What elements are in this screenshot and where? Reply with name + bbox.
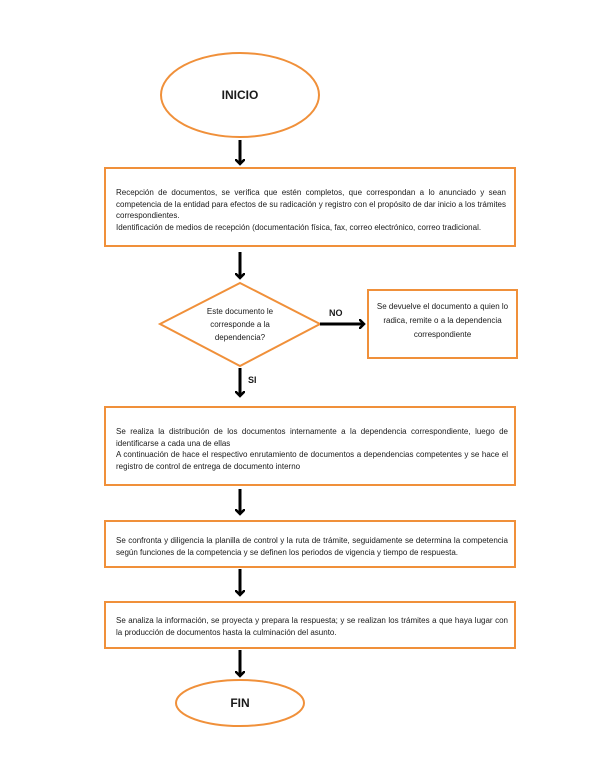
step2-line2: A continuación de hace el respectivo enrutamiento de documentos a dependencias competentes y se hace el registro de control de entrega de documento interno bbox=[116, 450, 508, 471]
step1-line2: Identificación de medios de recepción (documentación física, fax, correo electrónico, correo tradicional. bbox=[116, 222, 482, 232]
step3-text: Se confronta y diligencia la planilla de control y la ruta de trámite, seguidamente se determina la competencia según funciones de la competencia y se definen los periodos de vigencia y tiempo de respuesta. bbox=[116, 536, 508, 557]
step4-box bbox=[104, 601, 516, 649]
step2-line1: Se realiza la distribución de los documentos internamente a la dependencia correspondiente, luego de identificarse a cada una de ellas bbox=[116, 427, 508, 448]
step2-box bbox=[104, 406, 516, 486]
decision-text: Este documento le corresponde a la dependencia? bbox=[206, 307, 274, 342]
yes-label: SI bbox=[248, 375, 257, 385]
no-branch-text: Se devuelve el documento a quien lo radica, remite o a la dependencia correspondiente bbox=[376, 302, 509, 339]
step1-box bbox=[104, 167, 516, 247]
no-branch-box bbox=[367, 289, 518, 359]
step4-text: Se analiza la información, se proyecta y prepara la respuesta; y se realizan los trámites a que haya lugar con la producción de documentos hasta la culminación del asunto. bbox=[116, 616, 508, 637]
start-label: INICIO bbox=[221, 88, 259, 102]
step3-box bbox=[104, 520, 516, 568]
no-label: NO bbox=[329, 308, 343, 318]
end-label: FIN bbox=[230, 696, 250, 710]
step1-line1: Recepción de documentos, se verifica que estén completos, que correspondan a lo anunciado y sean competencia de la entidad para efectos de su radicación y registro con el propósito de dar inicio a los trámites correspondientes. bbox=[116, 188, 506, 220]
